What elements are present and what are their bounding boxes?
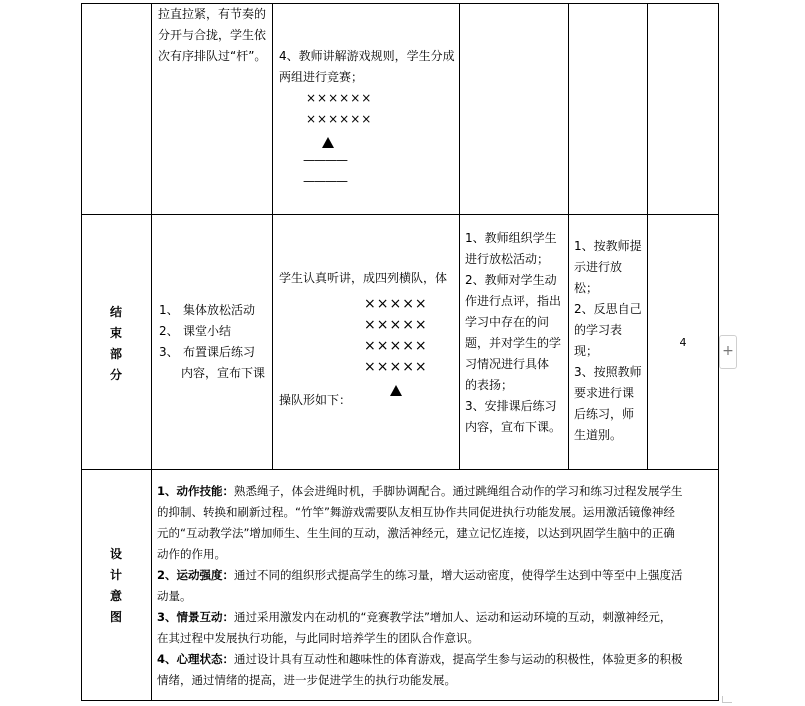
text-line: 习情况进行具体 xyxy=(465,357,550,371)
formation-row: ———— xyxy=(303,174,347,188)
title-char: 部 xyxy=(109,347,122,361)
col-divider-4 xyxy=(568,3,569,470)
row-divider-2 xyxy=(81,469,719,470)
text-line: 学习中存在的问 xyxy=(465,315,550,329)
row1-formation-x xyxy=(306,88,372,130)
list-item: 1、 集体放松活动 xyxy=(159,303,256,317)
col-divider-3 xyxy=(459,3,460,470)
row1-method-cell xyxy=(279,46,459,88)
text-line: 1、教师组织学生 xyxy=(465,231,557,245)
row1-formation-dash xyxy=(303,150,347,192)
formation-row: ———— xyxy=(303,153,347,167)
closing-teacher-cell xyxy=(465,228,567,438)
text-line: 松； xyxy=(574,281,599,295)
text-line: 3、安排课后练习 xyxy=(465,399,557,413)
closing-time: 4 xyxy=(679,336,687,349)
closing-formation xyxy=(364,294,428,378)
design-paragraph: 1、动作技能：熟悉绳子，体会进绳时机，手脚协调配合。通过跳绳组合动作的学习和练习过程发展学生 的抑制、转换和刷新过程。“竹竿”舞游戏需要队友相互协作共同促进执行功能发展。运用激活镜像神经 元的“互动教学法”增加师生、生生间的互动，激活神经元，建立记忆连接，以达到巩固学生脑中的正确 动作的作用。 xyxy=(157,484,683,561)
row1-content-cell xyxy=(158,4,270,67)
col-divider-1 xyxy=(151,3,152,701)
title-char: 束 xyxy=(109,326,122,340)
title-char: 设 xyxy=(109,547,122,561)
col-divider-2 xyxy=(272,3,273,470)
closing-content-cell xyxy=(159,300,271,384)
text-line: 1、按教师提 xyxy=(574,239,642,253)
title-char: 图 xyxy=(109,610,122,624)
design-paragraph: 4、心理状态：通过设计具有互动性和趣味性的体育游戏，提高学生参与运动的积极性，体验更多的积极 情绪，通过情绪的提高，进一步促进学生的执行功能发展。 xyxy=(157,652,683,687)
text-line: 次有序排队过“杆”。 xyxy=(158,49,267,63)
paragraph-label: 1、动作技能： xyxy=(157,484,235,498)
paragraph-label: 4、心理状态： xyxy=(157,652,235,666)
design-paragraph: 2、运动强度：通过不同的组织形式提高学生的练习量，增大运动密度，使得学生达到中等至中上强度活 动量。 xyxy=(157,568,683,603)
text-line: 的学习表 xyxy=(574,323,623,337)
text-line: 进行放松活动； xyxy=(465,252,550,266)
title-char: 结 xyxy=(109,305,122,319)
corner-mark-h xyxy=(722,702,732,703)
border-left xyxy=(81,3,82,701)
text-line: 2、教师对学生动 xyxy=(465,273,557,287)
list-item: 3、 布置课后练习 xyxy=(159,345,256,359)
text-line: 两组进行竞赛； xyxy=(279,70,364,84)
formation-row: ××××× xyxy=(364,317,428,333)
formation-row: ×××××× xyxy=(306,91,373,105)
list-item: 2、 课堂小结 xyxy=(159,324,232,338)
closing-student-line2: 操队形如下： xyxy=(279,393,352,407)
closing-learner-cell xyxy=(574,236,648,446)
formation-row: ×××××× xyxy=(306,112,373,126)
title-char: 计 xyxy=(109,568,122,582)
text-line: 生道别。 xyxy=(574,428,623,442)
text-line: 现； xyxy=(574,344,599,358)
formation-row: ××××× xyxy=(364,296,428,312)
text-line: 内容，宣布下课。 xyxy=(465,420,562,434)
text-line: 4、教师讲解游戏规则，学生分成 xyxy=(279,49,455,63)
text-line: 要求进行课 xyxy=(574,386,635,400)
text-line: 后练习，师 xyxy=(574,407,635,421)
text-line: 3、按照教师 xyxy=(574,365,642,379)
text-line: 作进行点评，指出 xyxy=(465,294,562,308)
design-content-cell xyxy=(157,481,717,691)
text-line: 分开与合拢，学生依 xyxy=(158,28,267,42)
expand-button[interactable]: + xyxy=(719,335,737,369)
design-paragraph: 3、情景互动：通过采用激发内在动机的“竞赛教学法”增加人、运动和运动环境的互动，刺激神经元， 在其过程中发展执行功能，与此同时培养学生的团队合作意识。 xyxy=(157,610,672,645)
border-bottom xyxy=(81,700,719,701)
corner-mark-v xyxy=(722,696,723,703)
design-title xyxy=(106,544,126,628)
text-line: 2、反思自己 xyxy=(574,302,642,316)
text-line: 题，并对学生的学 xyxy=(465,336,562,350)
closing-student-line1: 学生认真听讲，成四列横队，体 xyxy=(279,271,448,285)
formation-row: ××××× xyxy=(364,359,428,375)
closing-title xyxy=(106,302,126,386)
text-line: 拉直拉紧，有节奏的 xyxy=(158,7,267,21)
text-line: 示进行放 xyxy=(574,260,623,274)
text-line: 的表扬； xyxy=(465,378,514,392)
paragraph-label: 3、情景互动： xyxy=(157,610,235,624)
list-item-cont: 内容，宣布下课 xyxy=(181,366,266,380)
teacher-triangle-icon xyxy=(390,382,402,403)
paragraph-label: 2、运动强度： xyxy=(157,568,235,582)
title-char: 分 xyxy=(109,368,122,382)
row-divider-1 xyxy=(81,214,719,215)
formation-row: ××××× xyxy=(364,338,428,354)
title-char: 意 xyxy=(109,589,122,603)
